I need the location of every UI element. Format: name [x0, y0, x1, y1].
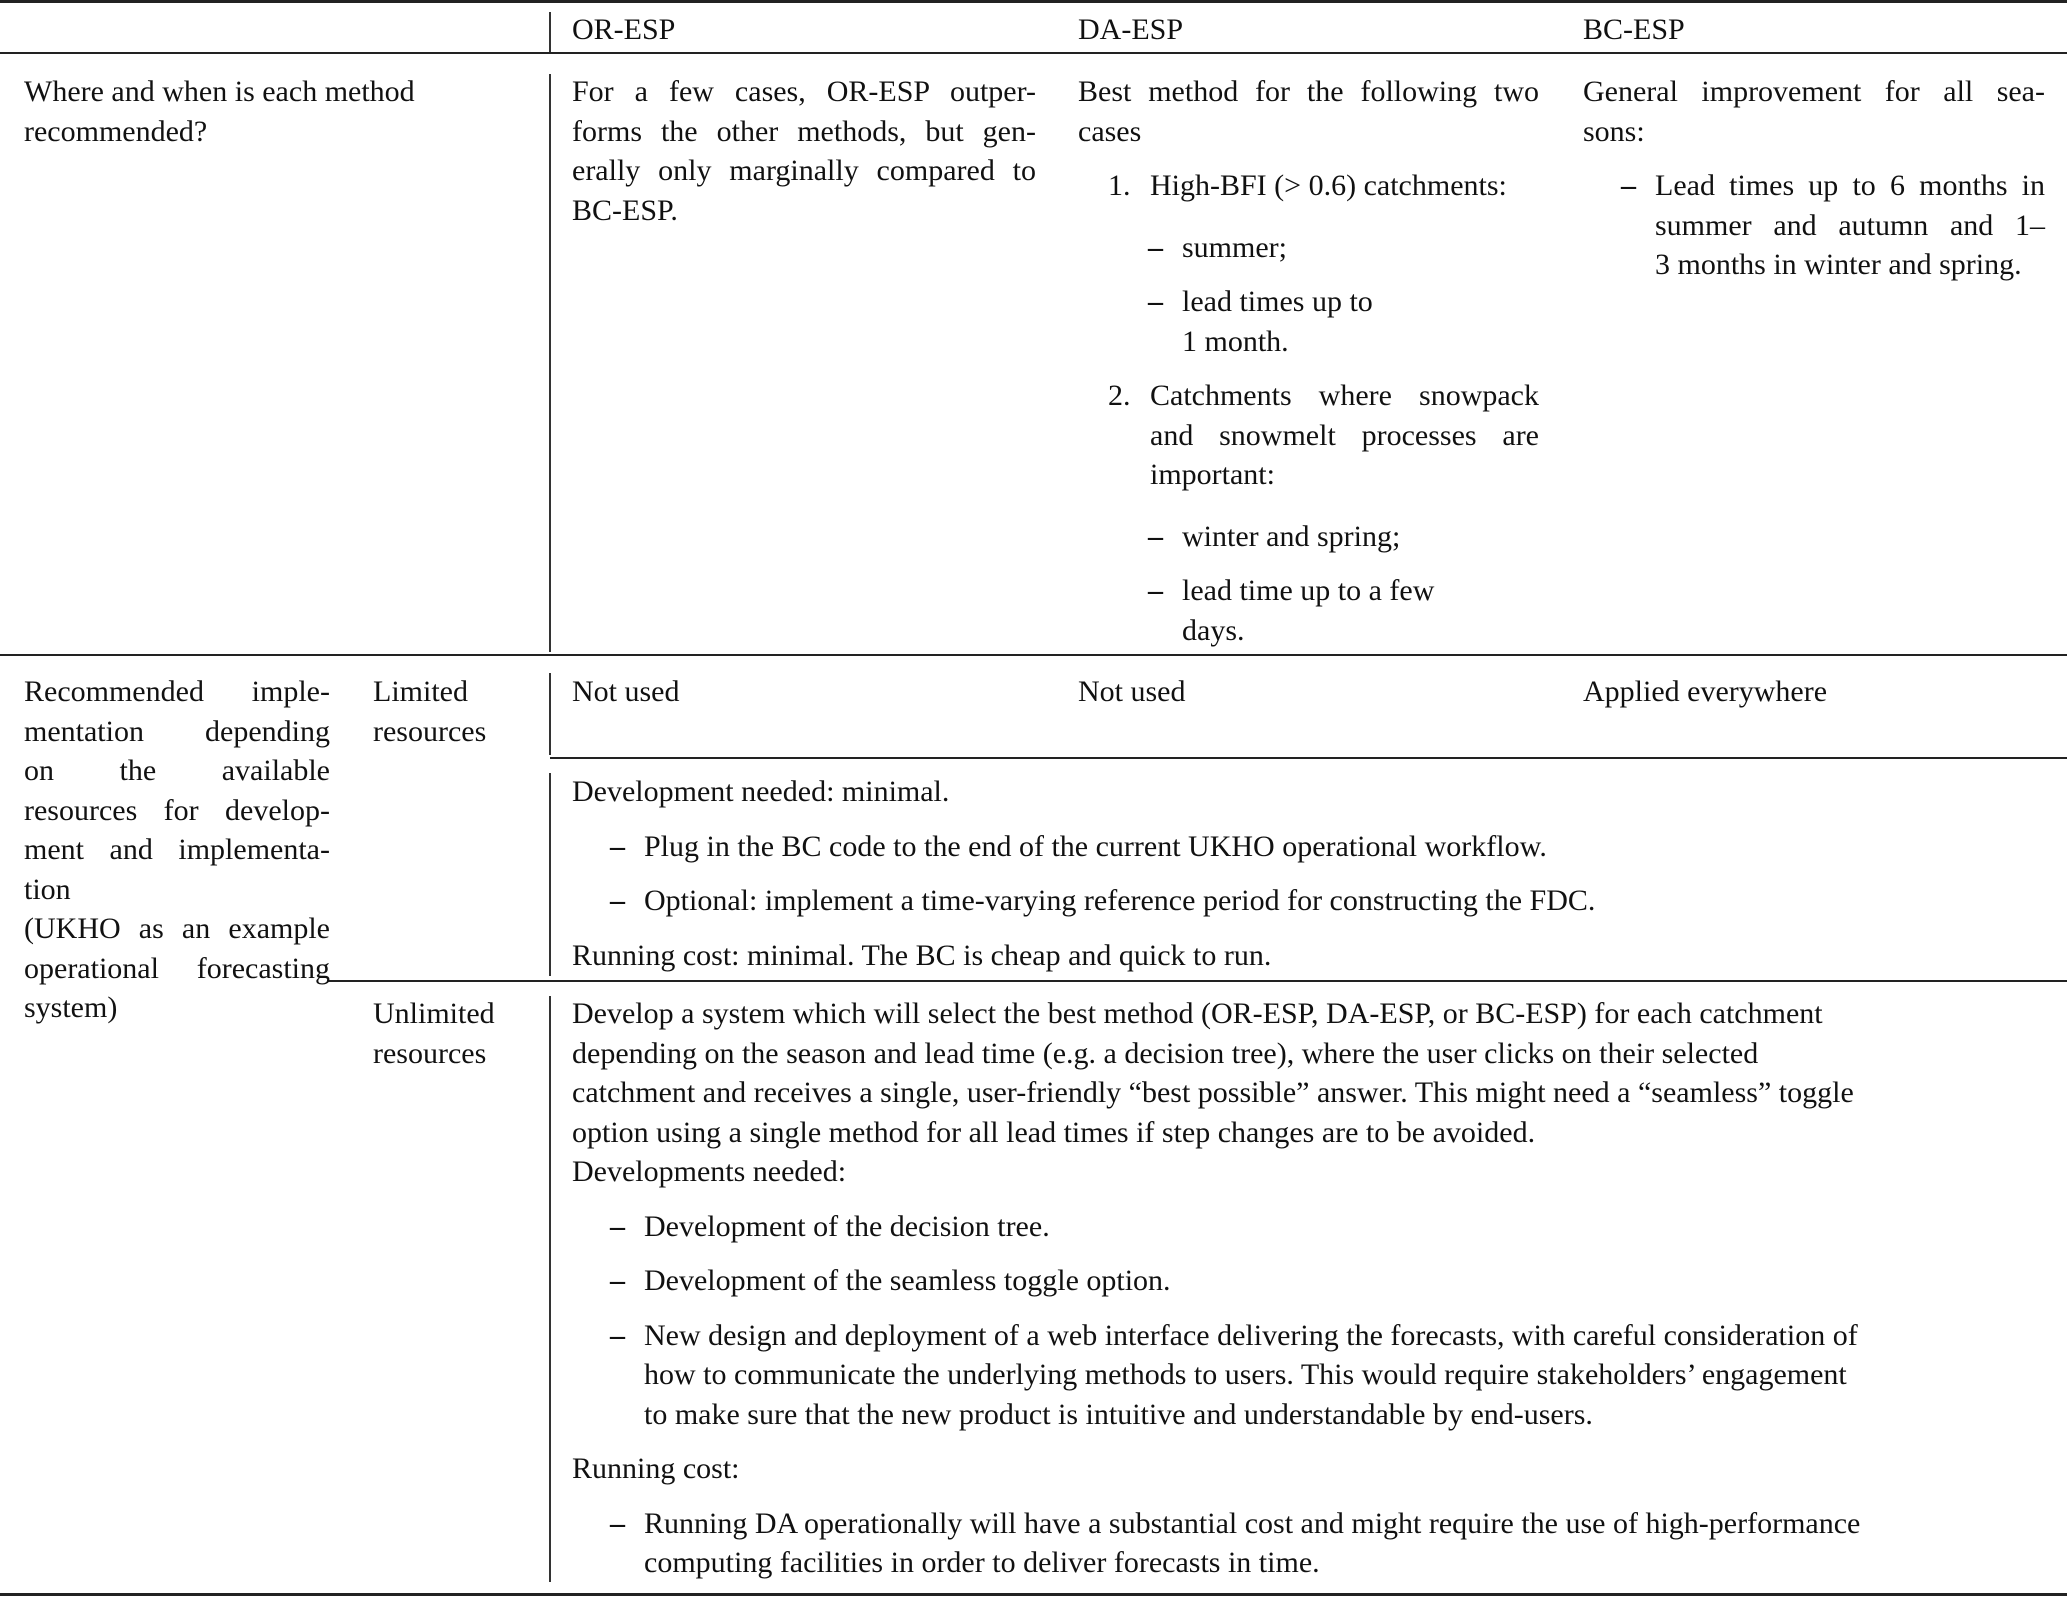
- limited-dev-heading: Development needed: minimal.: [572, 775, 950, 808]
- da-subitem-line: winter and spring;: [1182, 519, 1401, 553]
- da-subitem: [1078, 571, 1539, 650]
- limited-dev-vertical-separator: [549, 773, 551, 976]
- bc-intro-line: General improvement for all sea-: [1583, 75, 2045, 108]
- unlimited-dev-item-line: to make sure that the new product is intuitive and understandable by end-users.: [644, 1397, 1593, 1431]
- da-item-line: Catchments where snowpack: [1150, 379, 1539, 412]
- limited-dev-item: [572, 881, 2042, 921]
- dash-bullet-icon: –: [1621, 169, 1636, 202]
- unlimited-desc-line: depending on the season and lead time (e.g. a decision tree), where the user clicks on their selected: [572, 1036, 1759, 1070]
- dash-bullet-icon: –: [1148, 574, 1163, 607]
- limited-running-cost: Running cost: minimal. The BC is cheap and quick to run.: [572, 938, 1272, 972]
- bottom-rule: [0, 1593, 2067, 1596]
- unlimited-running-item-line: computing facilities in order to deliver forecasts in time.: [644, 1546, 1320, 1579]
- unlimited-label-line: resources: [373, 1036, 487, 1070]
- top-rule: [0, 0, 2067, 3]
- da-subitem: [1078, 282, 1539, 361]
- impl-label-line: tion: [24, 872, 71, 906]
- impl-label-line: system): [24, 991, 118, 1024]
- limited-or-esp-cell: Not used: [572, 675, 680, 708]
- limited-label-line: Limited: [373, 675, 468, 708]
- dash-bullet-icon: –: [1148, 285, 1163, 318]
- da-subitem-line: summer;: [1182, 230, 1287, 264]
- da-subitem-line: 1 month.: [1182, 324, 1289, 358]
- dash-bullet-icon: –: [1148, 519, 1163, 553]
- or-line: erally only marginally compared to: [572, 154, 1036, 187]
- unlimited-desc-line: Develop a system which will select the best method (OR-ESP, DA-ESP, or BC-ESP) for each catchment: [572, 997, 1823, 1030]
- bc-item-line: summer and autumn and 1–: [1655, 208, 2045, 242]
- bc-list-item: [1583, 166, 2045, 285]
- header-col-bc-esp: BC-ESP: [1583, 13, 1685, 46]
- da-item-line: and snowmelt processes are: [1150, 418, 1539, 452]
- row-where-bottom-rule: [0, 654, 2067, 656]
- unlimited-label-line: Unlimited: [373, 997, 495, 1030]
- da-list-item-1: [1078, 166, 1539, 206]
- da-subitem-line: lead time up to a few: [1182, 574, 1435, 607]
- unlimited-vertical-separator: [549, 996, 551, 1582]
- da-subitem: [1078, 517, 1539, 557]
- impl-label-line: (UKHO as an example: [24, 912, 330, 945]
- unlimited-running-item-line: Running DA operationally will have a substantial cost and might require the use of high-performance: [644, 1506, 1861, 1540]
- impl-label-line: on the available: [24, 754, 330, 787]
- limited-section-rule: [328, 980, 2067, 982]
- impl-label-line: operational forecasting: [24, 951, 330, 985]
- da-subitem-line: days.: [1182, 613, 1245, 647]
- unlimited-running-item: [572, 1504, 2052, 1583]
- bc-item-line: Lead times up to 6 months in: [1655, 169, 2045, 202]
- unlimited-running-heading: Running cost:: [572, 1452, 740, 1485]
- da-item-line: High-BFI (> 0.6) catchments:: [1150, 169, 1507, 202]
- dash-bullet-icon: –: [610, 1318, 625, 1352]
- da-subitem: [1078, 228, 1539, 268]
- limited-da-esp-cell: Not used: [1078, 675, 1186, 708]
- row-where-bc-esp-cell: [1583, 72, 2045, 285]
- header-col-da-esp: DA-ESP: [1078, 13, 1184, 46]
- unlimited-dev-item-line: how to communicate the underlying methods to users. This would require stakeholders’ engagement: [644, 1358, 1847, 1391]
- header-rule: [0, 52, 2067, 54]
- dash-bullet-icon: –: [1148, 230, 1163, 264]
- da-intro-line: Best method for the following two: [1078, 75, 1539, 108]
- unlimited-dev-item-line: Development of the seamless toggle option.: [644, 1264, 1171, 1297]
- header-col-or-esp: OR-ESP: [572, 13, 676, 46]
- unlimited-desc-line: option using a single method for all lead times if step changes are to be avoided.: [572, 1115, 1536, 1149]
- header-vertical-separator: [549, 12, 551, 52]
- da-list-item-2: [1078, 376, 1539, 495]
- dash-bullet-icon: –: [610, 1209, 625, 1243]
- da-subitem-line: lead times up to: [1182, 285, 1373, 318]
- or-line: forms the other methods, but gen-: [572, 114, 1036, 148]
- unlimited-resources-label: [373, 994, 543, 1073]
- limited-dev-item-text: Plug in the BC code to the end of the current UKHO operational workflow.: [644, 829, 1547, 863]
- unlimited-dev-item: [572, 1316, 2052, 1435]
- impl-label-line: Recommended imple-: [24, 675, 330, 708]
- dash-bullet-icon: –: [610, 1506, 625, 1540]
- row-where-vertical-separator: [549, 74, 551, 652]
- list-number: 2.: [1108, 379, 1131, 412]
- dash-bullet-icon: –: [610, 884, 625, 917]
- row-where-label: Where and when is each method recommended?: [24, 75, 415, 148]
- limited-label-line: resources: [373, 714, 487, 748]
- dash-bullet-icon: –: [610, 829, 625, 863]
- or-line: BC-ESP.: [572, 193, 678, 227]
- unlimited-content-cell: [572, 994, 2052, 1583]
- row-where-or-esp-cell: [572, 72, 1036, 230]
- list-number: 1.: [1108, 169, 1131, 202]
- row-impl-label: [24, 672, 330, 1028]
- da-item-line: important:: [1150, 458, 1275, 491]
- dash-bullet-icon: –: [610, 1264, 625, 1297]
- row-where-da-esp-cell: [1078, 72, 1539, 650]
- unlimited-dev-item: [572, 1207, 2052, 1247]
- bc-item-line: 3 months in winter and spring.: [1655, 248, 2022, 281]
- impl-label-line: mentation depending: [24, 714, 330, 748]
- unlimited-dev-heading: Developments needed:: [572, 1155, 847, 1188]
- limited-dev-item-text: Optional: implement a time-varying reference period for constructing the FDC.: [644, 884, 1596, 917]
- da-intro-line: cases: [1078, 114, 1142, 148]
- impl-label-line: ment and implementa-: [24, 833, 330, 866]
- unlimited-dev-item-line: New design and deployment of a web interface delivering the forecasts, with careful consideration of: [644, 1318, 1858, 1352]
- limited-resources-label: [373, 672, 533, 751]
- limited-methods-rule: [550, 757, 2067, 759]
- bc-intro-line: sons:: [1583, 114, 1645, 148]
- unlimited-dev-item: [572, 1261, 2052, 1301]
- limited-bc-esp-cell: Applied everywhere: [1583, 675, 1828, 708]
- impl-label-line: resources for develop-: [24, 793, 330, 827]
- limited-dev-item: [572, 827, 2042, 867]
- unlimited-dev-item-line: Development of the decision tree.: [644, 1209, 1050, 1243]
- limited-development-cell: [572, 772, 2042, 975]
- unlimited-desc-line: catchment and receives a single, user-friendly “best possible” answer. This might need a “seamless” toggle: [572, 1076, 1854, 1109]
- or-line: For a few cases, OR-ESP outper-: [572, 75, 1036, 108]
- limited-methods-vertical-separator: [549, 673, 551, 755]
